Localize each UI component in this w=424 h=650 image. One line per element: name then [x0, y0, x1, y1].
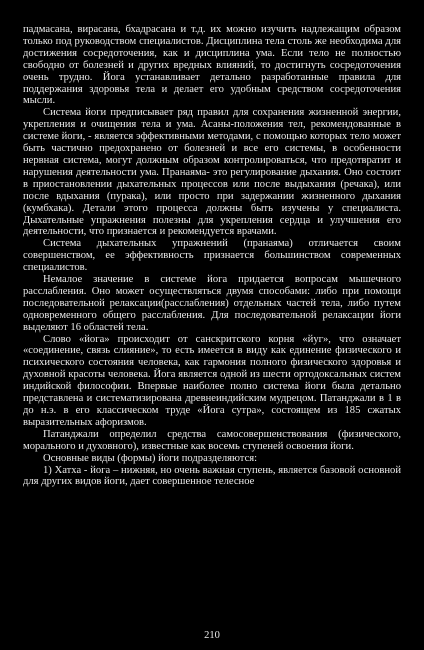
page-number: 210: [204, 630, 220, 641]
body-text: [23, 24, 401, 488]
paragraph-7: Основные виды (формы) йоги подразделяются:: [43, 452, 258, 464]
paragraph-4: Немалое значение в системе йога придается вопросам мышечного расслабления. Оно может осуществляться двумя способами: либо при помощи последовательной релаксации(расслабления) отдельных частей тела, либо путем одновременного общего расслабления. Для последовательной релаксации йоги выделяют 16 областей тела.: [23, 274, 401, 333]
paragraph-8: 1) Хатха - йога – нижняя, но очень важная ступень, является базовой основной для других видов йоги, дает совершенное телесное: [23, 464, 401, 488]
paragraph-1: падмасана, вирасана, бхадрасана и т.д. их можно изучить надлежащим образом только под руководством специалистов. Дисциплина тела столь же необходима для достижения сосредоточения, как и дисциплина ума. Если тело не полностью свободно от болезней и других вредных влияний, то достигнуть сосредоточения очень трудно. Йога устанавливает детально разработанные правила для поддержания здоровья тела и делает его удобным средством сосредоточения мысли.: [23, 24, 401, 107]
paragraph-3: Система дыхательных упражнений (пранаяма) отличается своим совершенством, ее эффективность признается большинством современных специалистов.: [23, 238, 401, 274]
paragraph-5: Слово «йога» происходит от санскритского корня «йуг», что означает «соединение, связь слияние», то есть имеется в виду как единение физического и психического состояния человека, как гармония полного физического здоровья и духовной красоты человека. Йога является одной из шести ортодоксальных систем индийской философии. Впервые наиболее полно система йоги была детально представлена и систематизирована древнеиндийским мудрецом. Патанджали в 1 в до н.э. в его классическом труде «Йога сутра», состоящем из 185 сжатых выразительных афоризмов.: [23, 333, 401, 428]
paragraph-2: Система йоги предписывает ряд правил для сохранения жизненной энергии, укрепления и очищения тела и ума. Асаны-положения тел, рекомендованные в системе йоги, - является эффективными методами, с помощью которых тело может быть частично предохранено от болезней и все его системы, в особенности нервная система, могут должным образом контролироваться, что предотвратит и нарушения деятельности ума. Пранаяма- это регулирование дыхания. Оно состоит в приостановлении дыхательных процессов или после выдыхания (речака), или после вдыхания (пурака), или просто при задержании жизненного дыхания (кумбхака). Детали этого процесса должны быть изучены у специалиста. Дыхательные упражнения полезны для укрепления сердца и улучшения его деятельности, что признается и рекомендуется врачами.: [23, 107, 401, 238]
paragraph-6: Патанджали определил средства самосовершенствования (физического, морального и духовного), известные как восемь ступеней освоения йоги.: [23, 428, 401, 452]
